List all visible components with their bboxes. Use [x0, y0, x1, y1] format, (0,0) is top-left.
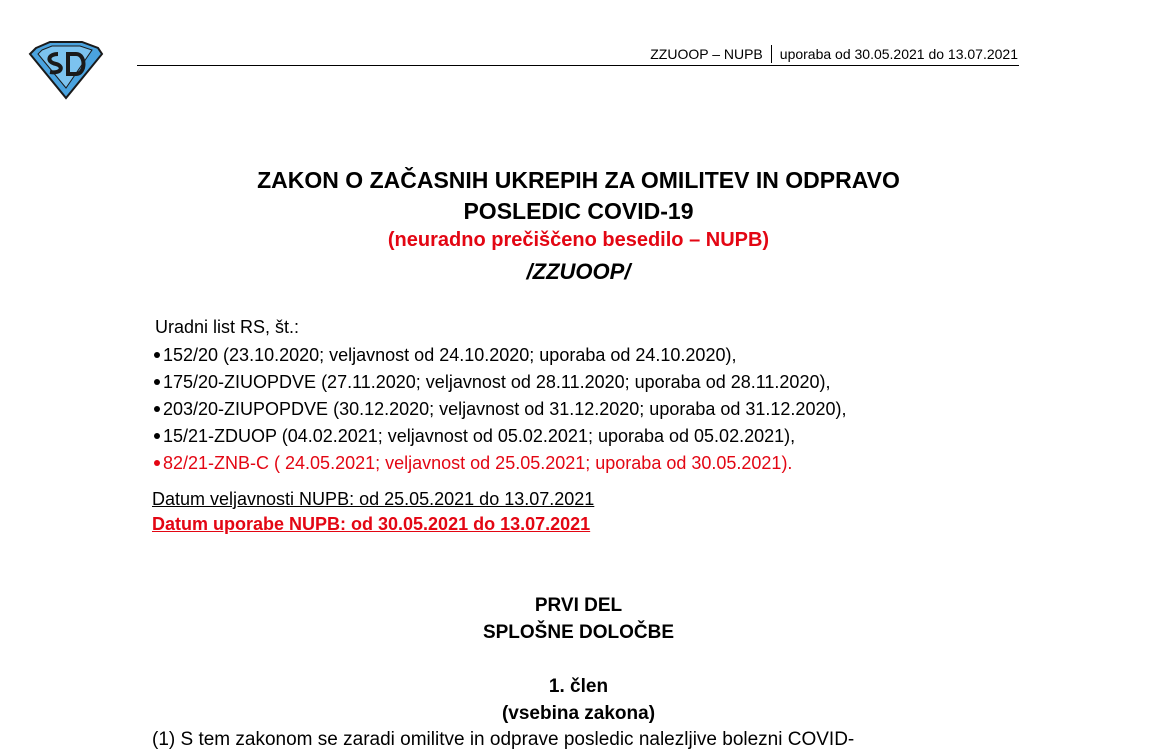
bullet-icon: [154, 460, 160, 466]
bullet-icon: [154, 406, 160, 412]
usage-date: Datum uporabe NUPB: od 30.05.2021 do 13.07.2021: [152, 514, 591, 534]
header-doc-code: ZZUOOP – NUPB: [650, 46, 763, 62]
law-title-line-2: POSLEDIC COVID-19: [463, 198, 694, 224]
header-separator: [771, 45, 772, 63]
bullet-icon: [154, 379, 160, 385]
gazette-label: Uradni list RS, št.:: [155, 317, 300, 337]
header-rule: [137, 65, 1019, 66]
article-heading: 1. člen: [548, 676, 609, 697]
article-paragraph: (1) S tem zakonom se zaradi omilitve in odprave posledic nalezljive bolezni COVID-: [152, 729, 855, 750]
part-name: SPLOŠNE DOLOČBE: [482, 622, 675, 643]
sd-logo-icon: [28, 40, 104, 100]
validity-date: Datum veljavnosti NUPB: od 25.05.2021 do 13.07.2021: [152, 489, 595, 509]
gazette-reference-list: [150, 342, 846, 477]
gazette-reference: 152/20 (23.10.2020; veljavnost od 24.10.2020; uporaba od 24.10.2020),: [150, 342, 846, 369]
law-abbreviation: /ZZUOOP/: [526, 259, 631, 284]
law-subtitle: (neuradno prečiščeno besedilo – NUPB): [387, 229, 770, 251]
bullet-icon: [154, 352, 160, 358]
running-header: [520, 45, 1018, 63]
bullet-icon: [154, 433, 160, 439]
gazette-reference: 203/20-ZIUPOPDVE (30.12.2020; veljavnost od 31.12.2020; uporaba od 31.12.2020),: [150, 396, 846, 423]
gazette-reference: 15/21-ZDUOP (04.02.2021; veljavnost od 05.02.2021; uporaba od 05.02.2021),: [150, 423, 846, 450]
law-title-line-1: ZAKON O ZAČASNIH UKREPIH ZA OMILITEV IN ODPRAVO: [257, 167, 900, 193]
part-heading: PRVI DEL: [534, 595, 623, 616]
gazette-reference: 175/20-ZIUOPDVE (27.11.2020; veljavnost od 28.11.2020; uporaba od 28.11.2020),: [150, 369, 846, 396]
gazette-reference-latest: 82/21-ZNB-C ( 24.05.2021; veljavnost od 25.05.2021; uporaba od 30.05.2021).: [150, 450, 846, 477]
article-name: (vsebina zakona): [501, 703, 656, 724]
header-usage: uporaba od 30.05.2021 do 13.07.2021: [779, 46, 1018, 62]
